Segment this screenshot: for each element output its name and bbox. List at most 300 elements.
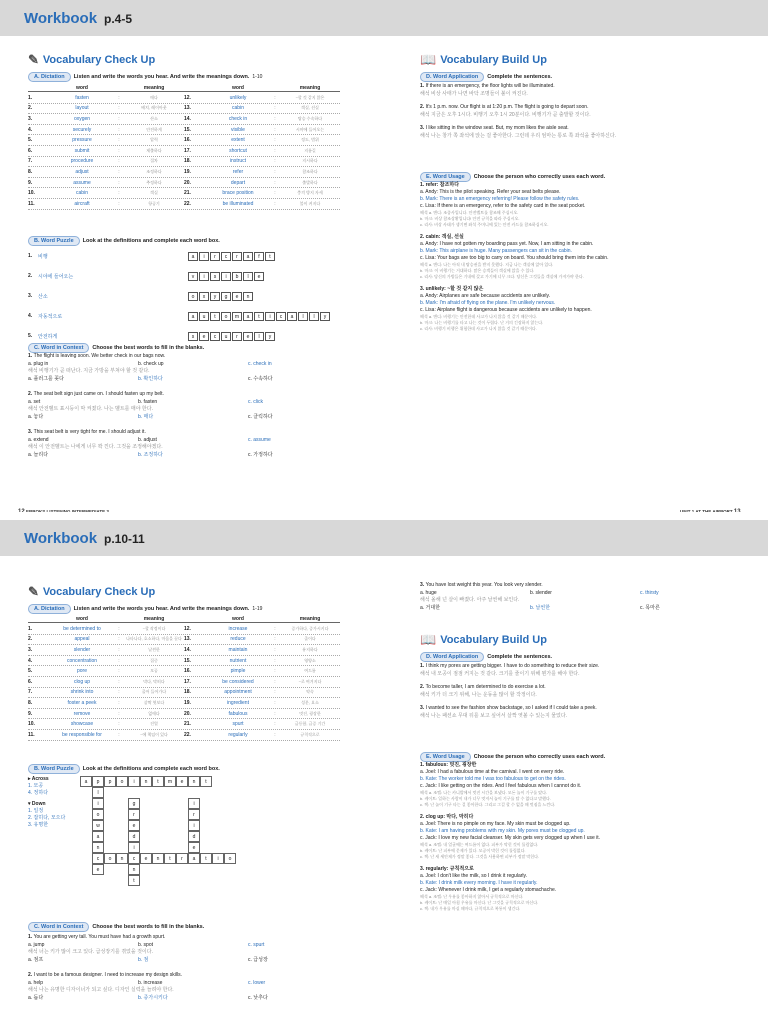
- usage-item: [420, 814, 750, 860]
- crossword-cell: [224, 820, 236, 831]
- word-answer: remove: [73, 710, 91, 717]
- meaning-answer: 시야에 들어오는: [295, 126, 325, 132]
- crossword-cell: [116, 864, 128, 875]
- puzzle-row: [28, 246, 368, 266]
- crossword-cell: g: [128, 798, 140, 809]
- word-answer: instruct: [229, 158, 247, 165]
- usage-word: [420, 814, 750, 821]
- crossword-cell: [152, 864, 164, 875]
- item-number: 21.: [184, 721, 191, 728]
- item-number: 3.: [420, 705, 426, 711]
- word-answer: cabin: [76, 190, 88, 197]
- question-text: [420, 104, 750, 112]
- crossword-cell: p: [92, 776, 104, 787]
- table-header: [28, 616, 340, 623]
- item-number: 4.: [28, 313, 33, 319]
- question: The flight is leaving soon. We better check in our bags now.: [33, 353, 166, 359]
- meaning-answer: 산소: [150, 115, 158, 121]
- crossword-cell: [176, 798, 188, 809]
- word-answer: be considered: [222, 678, 254, 685]
- table-row: [28, 635, 340, 646]
- item-number: 1.: [28, 94, 33, 101]
- question-item: [420, 582, 750, 612]
- context-questions: [28, 934, 368, 1010]
- separator: :: [118, 115, 120, 122]
- item-number: 20.: [184, 710, 191, 717]
- letter-box: l: [254, 332, 264, 341]
- dictation-tag: A. Dictation: [28, 72, 71, 82]
- letter-box: l: [298, 312, 308, 321]
- across-clue: 4. 정하다: [28, 790, 49, 796]
- crossword-cell: n: [92, 842, 104, 853]
- column-header: meaning: [299, 616, 321, 622]
- option-b: b. increase: [138, 979, 163, 986]
- crossword-cell: [152, 831, 164, 842]
- crossword-cell: [224, 842, 236, 853]
- separator: :: [118, 158, 120, 165]
- usage-word: [420, 234, 750, 241]
- separator: :: [274, 710, 276, 717]
- letter-box: i: [221, 272, 231, 281]
- crossword-cell: [224, 875, 236, 886]
- meaning-answer: 집중: [150, 657, 158, 663]
- question-text: [28, 353, 368, 361]
- meaning-answer: ~할 것 같지 않은: [295, 94, 325, 100]
- item-number: 14.: [184, 115, 191, 122]
- usage-word: [420, 762, 750, 769]
- dictation-table: [28, 85, 340, 210]
- application-tag: D. Word Application: [420, 72, 484, 82]
- separator: :: [274, 689, 276, 696]
- item-number: 2.: [420, 814, 426, 820]
- definition: 자동적으로: [38, 313, 63, 320]
- context-instruction: Choose the best words to fill in the blanks.: [92, 924, 205, 930]
- item-number: 3.: [28, 429, 34, 435]
- option-b: b. Mark: There is an emergency referring! Please follow the safety rules.: [420, 196, 580, 202]
- translation: 해석 a. 앤디: 조종사입니다. 안전벨트를 참조해 주십시오. b. 마크: 비상 참조상황입니다! 안전 규칙을 따라 주십시오. c. 리사: 비상 사태가 생기면 좌석 주머니에 있는 안전 카드를 참조하십시오.: [420, 210, 549, 227]
- translation: 해석 너는 키가 많이 크고 있다. 급성장기를 겪었을 것이다.: [28, 949, 153, 955]
- item-number: 9.: [28, 179, 33, 186]
- word-answer: refer: [232, 168, 244, 175]
- crossword-cell: [200, 809, 212, 820]
- item-number: 4.: [28, 657, 33, 664]
- page-range: p.4-5: [104, 12, 133, 26]
- table-row: [28, 688, 340, 699]
- target-word: clog up: 막다, 막히다: [425, 814, 474, 820]
- target-word: cabin: 객실, 선실: [425, 234, 464, 240]
- puzzle-tag: B. Word Puzzle: [28, 236, 80, 246]
- options: [28, 437, 368, 445]
- word-answer: fasten: [75, 94, 89, 101]
- item-number: 14.: [184, 646, 191, 653]
- item-number: 1.: [420, 182, 426, 188]
- letter-box: t: [210, 312, 220, 321]
- letter-box: i: [199, 272, 209, 281]
- option-translations: [420, 605, 750, 613]
- question-item: [28, 391, 368, 421]
- item-number: 1.: [28, 353, 34, 359]
- option-c: c. Jack: I like getting on the rides. And I feel fabulous when I cannot do it.: [420, 783, 582, 789]
- letter-box: u: [199, 312, 209, 321]
- option-c: c. assume: [248, 436, 271, 443]
- option-a-ko: a. 돕다: [28, 994, 44, 1001]
- word-answer: appeal: [74, 636, 90, 643]
- column-header: meaning: [143, 85, 165, 91]
- book-icon: 📖: [420, 52, 437, 67]
- item-number: 2.: [28, 391, 34, 397]
- item-number: 3.: [28, 115, 33, 122]
- definition: 산소: [38, 293, 48, 300]
- item-number: 17.: [184, 678, 191, 685]
- application-instruction: Complete the sentences.: [487, 654, 553, 660]
- translation: 해석 비행기가 곧 떠난다. 지금 가방을 부쳐야 할 것 같다.: [28, 368, 150, 374]
- crossword-cell: [212, 776, 224, 787]
- dictation-tag: A. Dictation: [28, 604, 71, 614]
- letter-box: e: [199, 332, 209, 341]
- item-number: 10.: [28, 721, 35, 728]
- usage-item: [420, 182, 750, 228]
- crossword-cell: [200, 864, 212, 875]
- option-c: c. Jack: I love my new facial cleanser. My skin gets very clogged up when I use it.: [420, 835, 601, 841]
- crossword-cell: [152, 820, 164, 831]
- crossword-cell: [80, 798, 92, 809]
- option-a: a. Joel: I don't like the milk, so I drink it regularly.: [420, 873, 528, 879]
- across-title: ▸ Across: [28, 776, 49, 782]
- letter-box: c: [221, 252, 231, 261]
- table-row: [28, 146, 340, 157]
- crossword-cell: [176, 787, 188, 798]
- item-number: 4.: [28, 126, 33, 133]
- crossword-cell: [140, 820, 152, 831]
- option-a-ko: a. 놓다: [28, 413, 44, 420]
- crossword-cell: [224, 809, 236, 820]
- separator: :: [274, 190, 276, 197]
- meaning-answer: 탑승 수속하다: [297, 115, 323, 121]
- crossword-cell: [176, 820, 188, 831]
- crossword-cell: [164, 787, 176, 798]
- crossword-cell: [104, 798, 116, 809]
- crossword-cell: [164, 842, 176, 853]
- crossword-cell: c: [128, 853, 140, 864]
- item-number: 1.: [420, 762, 426, 768]
- separator: :: [118, 137, 120, 144]
- meaning-answer: ~할 작정이다: [142, 625, 166, 631]
- letter-box: i: [265, 312, 275, 321]
- separator: :: [118, 126, 120, 133]
- pencil-icon: ✎: [28, 584, 39, 599]
- usage-questions: [420, 762, 750, 918]
- crossword-cell: w: [92, 820, 104, 831]
- crossword-cell: n: [188, 776, 200, 787]
- section-title: ✎ Vocabulary Check Up: [28, 52, 156, 67]
- separator: :: [118, 94, 120, 101]
- crossword-cell: [224, 831, 236, 842]
- item-number: 22.: [184, 200, 191, 207]
- letter-box: c: [210, 332, 220, 341]
- letter-box: m: [232, 312, 242, 321]
- option-a: a. Joel: I had a fabulous time at the carnival. I went on every ride.: [420, 769, 565, 775]
- letter-box: g: [221, 292, 231, 301]
- table-row: [28, 645, 340, 656]
- letter-box: r: [232, 332, 242, 341]
- translation: 해석 a. 앤디: 나는 아직 내 탑승권을 받지 못했다. 지금 나는 객실에 앉아 있다. b. 마크: 이 비행기는 거대하다. 많은 승객들이 객실에 앉을 수 있다. c. 리사: 당신의 가방들은 기내에 갖고 가기에 너무 크다. 당신은 그것들을 객실에 가져가야 한다.: [420, 262, 584, 279]
- item-number: 19.: [184, 168, 191, 175]
- meaning-answer: ~에 책임이 있다: [140, 731, 168, 737]
- meaning-answer: 증가하다, 증가시키다: [291, 625, 329, 631]
- down-clue: 2. 잡히다, 모으다: [28, 815, 66, 821]
- separator: :: [274, 668, 276, 675]
- usage-item: [420, 286, 750, 332]
- context-question-3: [420, 582, 750, 620]
- crossword-cell: [116, 809, 128, 820]
- item-number: 18.: [184, 689, 191, 696]
- workbook-spread-1: [0, 0, 768, 512]
- question-text: [420, 83, 750, 91]
- letter-box: y: [320, 312, 330, 321]
- down-clues: [28, 808, 65, 829]
- audio-track: 1-10: [252, 74, 263, 80]
- item-number: 12.: [184, 94, 191, 101]
- spread-header: [0, 0, 768, 36]
- option-translations: [28, 414, 368, 422]
- item-number: 1.: [28, 625, 33, 632]
- table-row: [28, 178, 340, 189]
- crossword-cell: r: [188, 809, 200, 820]
- letter-box: x: [199, 292, 209, 301]
- item-number: 2.: [420, 104, 426, 110]
- item-number: 18.: [184, 158, 191, 165]
- footer-left: 12 EBROKS LISTENING INTERMEDIATE 3: [18, 509, 109, 512]
- sentence: If there is an emergency, the floor lights will be illuminated.: [425, 83, 555, 89]
- separator: :: [118, 689, 120, 696]
- item-number: 17.: [184, 147, 191, 154]
- crossword-cell: [80, 864, 92, 875]
- item-number: 15.: [184, 126, 191, 133]
- options: [28, 980, 368, 988]
- option-c: c. Lisa: Airplane flight is dangerous because accidents are unlikely to happen.: [420, 307, 592, 313]
- context-tag: C. Word in Context: [28, 922, 89, 932]
- usage-item: [420, 234, 750, 280]
- letter-box: a: [188, 312, 198, 321]
- item-number: 3.: [420, 286, 426, 292]
- crossword-cell: n: [152, 853, 164, 864]
- meaning-answer: 약속: [306, 689, 314, 695]
- workbook-title: Workbook: [24, 530, 98, 547]
- table-row: [28, 698, 340, 709]
- separator: :: [118, 721, 120, 728]
- crossword-cell: [116, 842, 128, 853]
- item-number: 8.: [28, 699, 33, 706]
- question: You are getting very tall. You must have had a growth spurt.: [33, 934, 166, 940]
- column-header: [114, 616, 124, 622]
- option-c-ko: c. 수속하다: [248, 375, 273, 382]
- crossword-cell: [140, 809, 152, 820]
- item-number: 2.: [28, 972, 34, 978]
- crossword-cell: [224, 798, 236, 809]
- meaning-answer: 진열: [150, 721, 158, 727]
- usage-word: [420, 286, 750, 293]
- crossword-cell: [164, 864, 176, 875]
- word-answer: shortcut: [229, 147, 247, 154]
- usage-word: [420, 182, 750, 189]
- item-number: 16.: [184, 137, 191, 144]
- crossword-cell: n: [128, 864, 140, 875]
- option-b-ko: b. 매다: [138, 413, 154, 420]
- table-row: [28, 114, 340, 125]
- separator: :: [274, 147, 276, 154]
- translation: 해석 a. 앤디: 비행기는 안전한데 사고가 나지 않을 것 같기 때문이다. b. 마크: 나는 비행기를 타고 나는 것이 두렵다. 난 거의 긴장하지 않는다. c. 리사: 비행기 비행은 위험한데 사고가 나지 않을 것 같기 때문이다.: [420, 314, 544, 331]
- option-c: c. Jack: Whenever I drink milk, I get a regularly stomachache.: [420, 887, 557, 893]
- item-number: 6.: [28, 147, 33, 154]
- crossword-cell: [104, 842, 116, 853]
- option-c: c. click: [248, 398, 263, 405]
- table-row: [28, 656, 340, 667]
- meaning-answer: 규칙적으로: [300, 731, 320, 737]
- item-number: 11.: [28, 731, 35, 738]
- word-answer: clog up: [73, 678, 91, 685]
- workbook-spread-2: [0, 520, 768, 1032]
- crossword-cell: [80, 853, 92, 864]
- item-number: 8.: [28, 168, 33, 175]
- table-row: [28, 135, 340, 146]
- crossword-cell: i: [188, 798, 200, 809]
- translation: 해석 키가 더 크기 위해, 나는 운동을 많이 할 작정이다.: [420, 691, 537, 698]
- meaning-answer: 멋진, 굉장한: [299, 710, 321, 716]
- crossword-cell: [200, 787, 212, 798]
- option-c-ko: c. 급성장: [248, 956, 268, 963]
- letter-box: e: [232, 292, 242, 301]
- separator: :: [274, 731, 276, 738]
- separator: :: [274, 105, 276, 112]
- separator: :: [118, 105, 120, 112]
- crossword-cell: r: [128, 809, 140, 820]
- crossword-cell: [140, 842, 152, 853]
- separator: :: [118, 668, 120, 675]
- crossword-cell: m: [164, 776, 176, 787]
- crossword-cell: [212, 875, 224, 886]
- crossword-cell: [224, 864, 236, 875]
- meaning-answer: 영양소: [304, 657, 316, 663]
- option-a: a. Joel: There is no pimple on my face. My skin must be clogged up.: [420, 821, 571, 827]
- crossword-cell: d: [128, 831, 140, 842]
- crossword-cell: [176, 809, 188, 820]
- item-number: 2.: [28, 636, 33, 643]
- letter-box: l: [243, 272, 253, 281]
- puzzle-instruction: Look at the definitions and complete each word box.: [82, 766, 220, 772]
- option-b: b. slender: [530, 589, 552, 596]
- letter-box: a: [243, 252, 253, 261]
- crossword-cell: i: [128, 776, 140, 787]
- crossword-cell: [80, 875, 92, 886]
- question-text: [28, 972, 368, 980]
- item-number: 2.: [28, 105, 33, 112]
- separator: :: [274, 94, 276, 101]
- separator: :: [274, 158, 276, 165]
- meaning-answer: 배치, 레이아웃: [141, 105, 167, 111]
- item-number: 5.: [28, 137, 33, 144]
- column-header: [184, 85, 206, 91]
- crossword-cell: i: [212, 853, 224, 864]
- option-c-ko: c. 낮추다: [248, 994, 268, 1001]
- letter-box: e: [243, 332, 253, 341]
- target-word: fabulous: 멋진, 굉장한: [425, 762, 477, 768]
- section-title-build: 📖 Vocabulary Build Up: [420, 52, 547, 67]
- meaning-answer: 급등함, 급증 기간: [294, 721, 326, 727]
- word-answer: spurt: [232, 721, 244, 728]
- meaning-answer: ~로 여겨지다: [298, 678, 322, 684]
- option-translations: [28, 957, 368, 965]
- application-instruction: Complete the sentences.: [487, 74, 553, 80]
- word-answer: securely: [72, 126, 92, 133]
- option-c: c. lower: [248, 979, 266, 986]
- option-a-ko: a. 늘리다: [28, 451, 49, 458]
- letter-box: e: [254, 272, 264, 281]
- crossword-cell: a: [188, 853, 200, 864]
- application-item: [420, 684, 750, 699]
- audio-track: 1-19: [252, 606, 263, 612]
- meaning-answer: 지시하다: [302, 158, 318, 164]
- meaning-answer: 추정하다: [146, 179, 162, 185]
- letter-box: a: [188, 252, 198, 261]
- option-a-ko: a. 점프: [28, 956, 44, 963]
- item-number: 3.: [28, 293, 33, 299]
- translation: 해석 a. 조엘: 난 우유를 좋아하지 않아서 규칙적으로 마신다. b. 케이트: 난 매일 아침 우유를 마신다. 난 그것을 규칙적으로 마신다. c. 잭: 내가 우유를 마실 때마다, 규칙적으로 복통이 생긴다.: [420, 894, 539, 911]
- letter-box: f: [254, 252, 264, 261]
- crossword-cell: [176, 875, 188, 886]
- separator: :: [274, 200, 276, 207]
- separator: :: [118, 678, 120, 685]
- word-answer: be responsible for: [62, 731, 102, 738]
- crossword-cell: [188, 875, 200, 886]
- crossword-cell: [104, 864, 116, 875]
- crossword-cell: [176, 864, 188, 875]
- option-b: b. spot: [138, 941, 154, 948]
- question-text: [28, 934, 368, 942]
- usage-item: [420, 762, 750, 808]
- definition: 시야에 들어오는: [38, 273, 74, 280]
- table-row: [28, 666, 340, 677]
- word-answer: appointment: [224, 689, 252, 696]
- separator: :: [274, 657, 276, 664]
- table-row: [28, 93, 340, 104]
- meaning-answer: 막다, 막히다: [143, 678, 165, 684]
- crossword-cell: [164, 798, 176, 809]
- word-answer: depart: [230, 179, 246, 186]
- table-row: [28, 709, 340, 720]
- crossword-cell: p: [104, 776, 116, 787]
- translation: 해석 a. 조엘: 내 얼굴에는 여드름이 없다. 피부가 막힌 것이 틀림없다. b. 케이트: 난 피부에 문제가 있다. 모공이 막힌 것이 틀림없다. c. 잭: 난 새 세안제가 정말 좋다. 그것을 사용하면 피부가 정말 막힌다.: [420, 842, 540, 859]
- option-b-ko: b. 확인하다: [138, 375, 163, 382]
- crossword-cell: [176, 842, 188, 853]
- meaning-answer: 살짝 엿보다: [143, 699, 165, 705]
- dictation-table: [28, 616, 340, 741]
- question-item: [28, 353, 368, 383]
- separator: :: [274, 721, 276, 728]
- column-header: [114, 85, 124, 91]
- item-number: 13.: [184, 105, 191, 112]
- crossword-cell: [176, 831, 188, 842]
- item-number: 1.: [28, 253, 33, 259]
- option-a: a. jump: [28, 941, 45, 948]
- crossword-cell: i: [128, 842, 140, 853]
- meaning-answer: 여드름: [304, 668, 316, 674]
- crossword-cell: [140, 798, 152, 809]
- crossword-cell: [140, 831, 152, 842]
- crossword-cell: [92, 875, 104, 886]
- sentence: It's 1 p.m. now. Our flight is at 1:20 p.m. The flight is going to depart soon.: [425, 104, 589, 110]
- crossword-cell: [212, 820, 224, 831]
- word-answer: pimple: [230, 668, 246, 675]
